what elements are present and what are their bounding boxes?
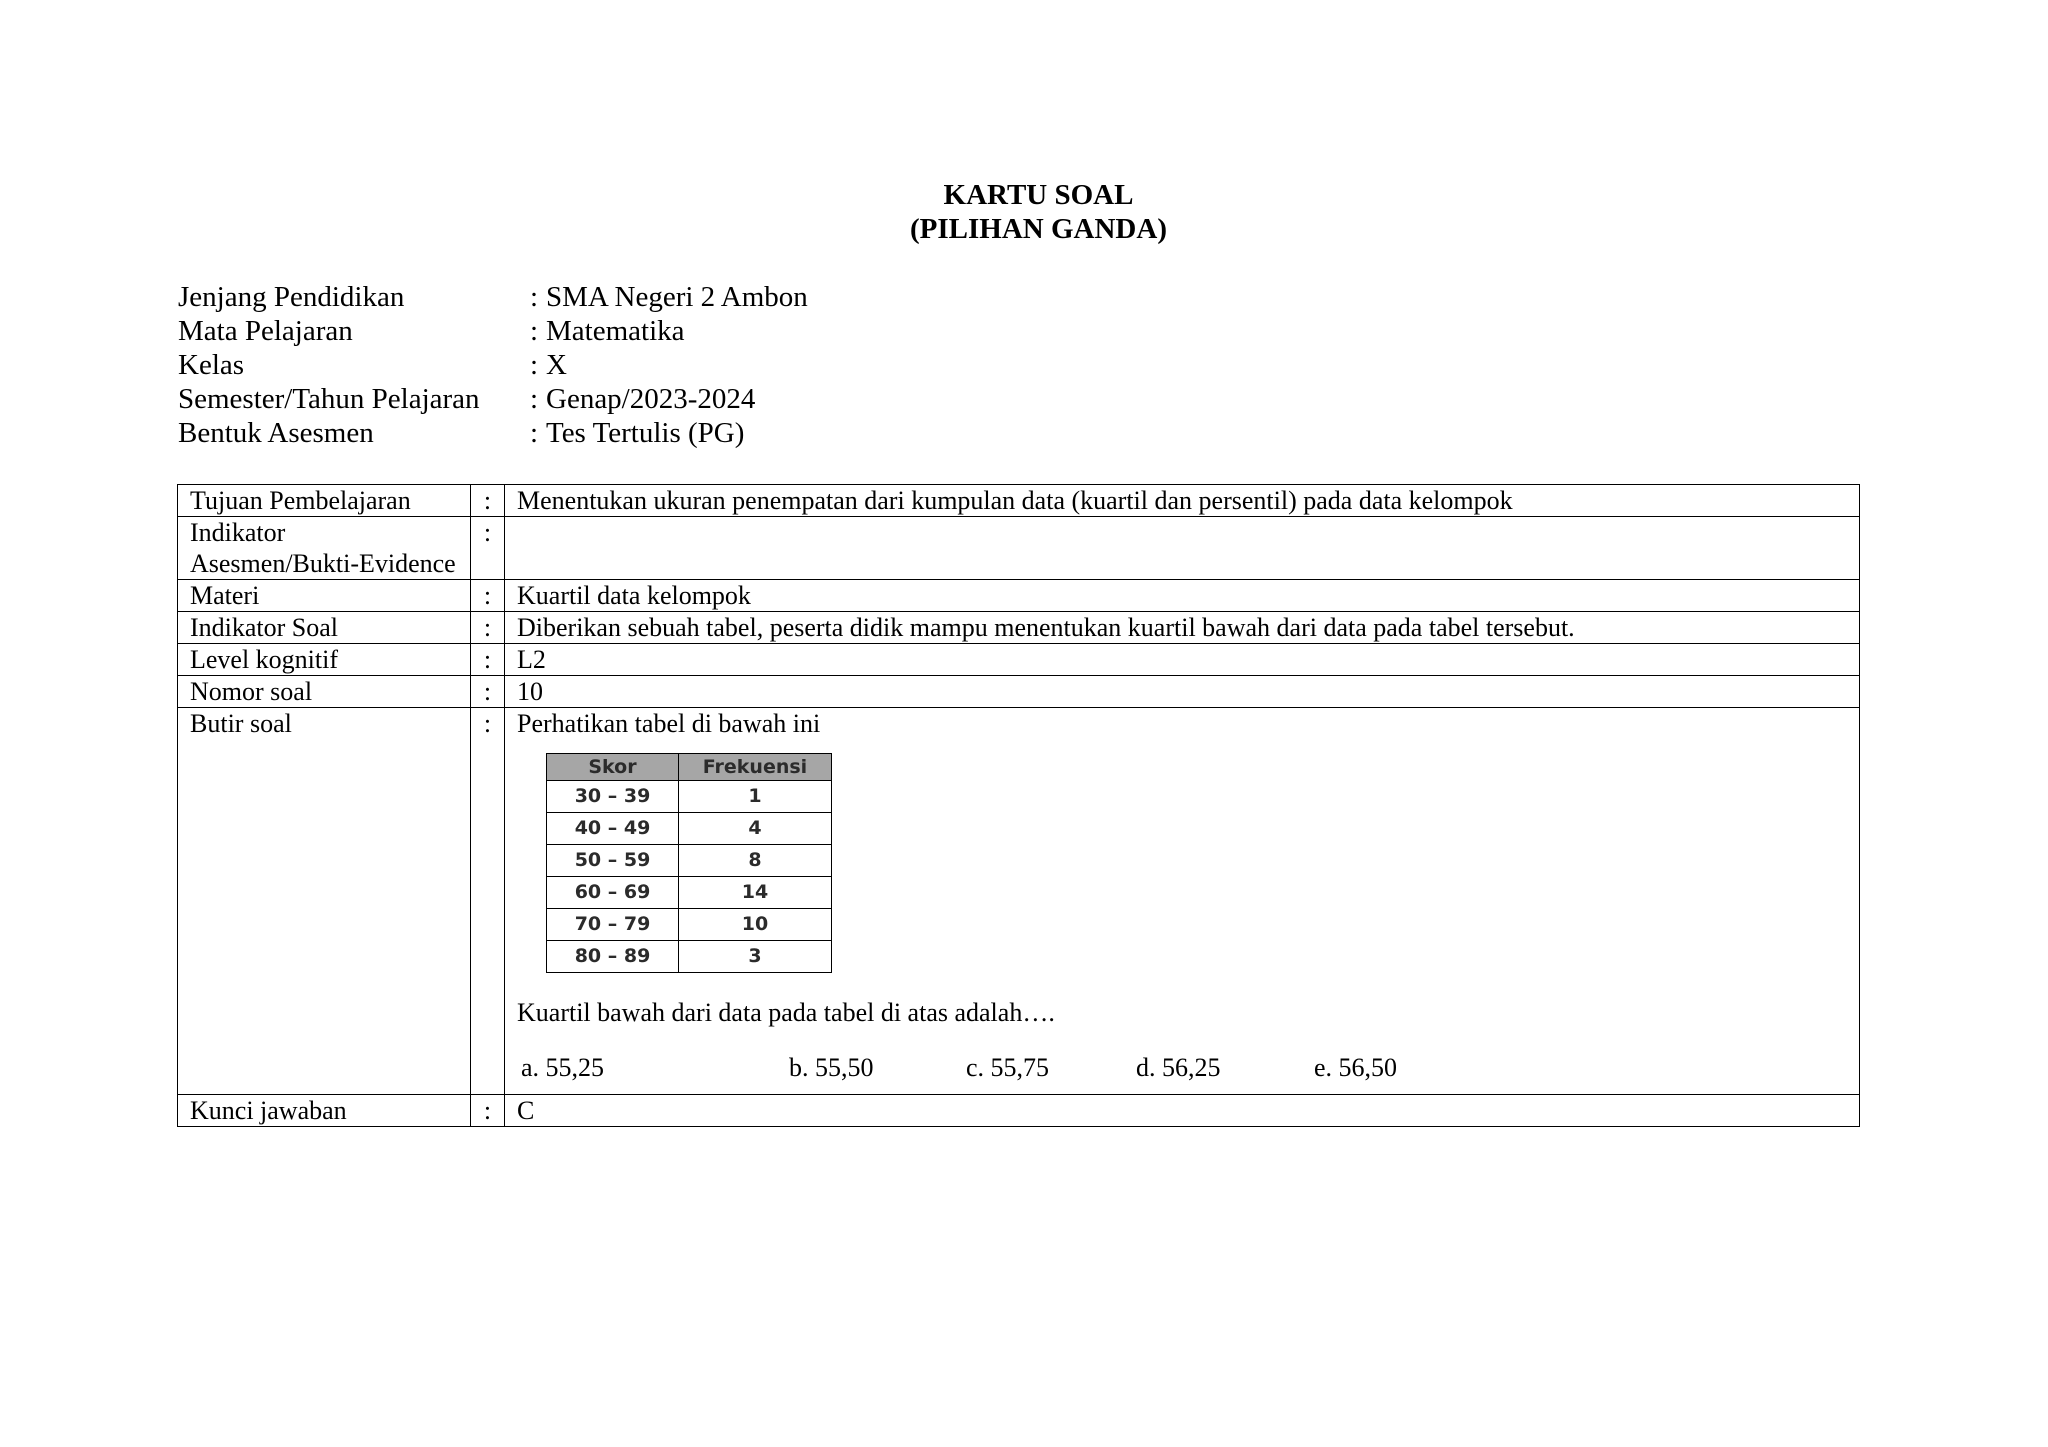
row-level xyxy=(178,644,1860,676)
meta-label: Bentuk Asesmen xyxy=(178,417,374,449)
label-indikator-soal: Indikator Soal xyxy=(178,612,471,644)
meta-row-jenjang xyxy=(178,280,808,314)
meta-row-kelas xyxy=(178,348,808,382)
value-nomor: 10 xyxy=(505,676,1860,708)
row-kunci xyxy=(178,1095,1860,1127)
page-subtitle: (PILIHAN GANDA) xyxy=(910,213,1167,245)
colon: : xyxy=(471,708,505,1095)
meta-colon: : xyxy=(530,383,539,415)
frequency-table xyxy=(546,753,832,973)
question-intro: Perhatikan tabel di bawah ini xyxy=(517,709,821,738)
table-row xyxy=(547,813,832,845)
value-indikator-soal: Diberikan sebuah tabel, peserta didik mampu menentukan kuartil bawah dari data pada tabel tersebut. xyxy=(505,612,1860,644)
header-frekuensi: Frekuensi xyxy=(679,754,832,781)
row-indikator-soal xyxy=(178,612,1860,644)
meta-info xyxy=(178,280,808,450)
frequency-header-row xyxy=(547,754,832,781)
colon: : xyxy=(471,517,505,580)
label-nomor: Nomor soal xyxy=(178,676,471,708)
cell-skor: 70 – 79 xyxy=(547,909,679,941)
row-indikator-asesmen xyxy=(178,517,1860,580)
colon: : xyxy=(471,485,505,517)
meta-colon: : xyxy=(530,315,539,347)
table-row xyxy=(547,909,832,941)
label-level: Level kognitif xyxy=(178,644,471,676)
label-tujuan: Tujuan Pembelajaran xyxy=(178,485,471,517)
label-line: Indikator xyxy=(190,518,286,547)
cell-frekuensi: 1 xyxy=(679,781,832,813)
colon: : xyxy=(471,612,505,644)
meta-label: Jenjang Pendidikan xyxy=(178,281,405,313)
colon: : xyxy=(471,580,505,612)
value-kunci: C xyxy=(505,1095,1860,1127)
cell-frekuensi: 10 xyxy=(679,909,832,941)
meta-row-bentuk xyxy=(178,416,808,450)
meta-value: Matematika xyxy=(546,315,685,347)
colon: : xyxy=(471,676,505,708)
question-text: Kuartil bawah dari data pada tabel di atas adalah…. xyxy=(517,998,1055,1027)
option-b: b. 55,50 xyxy=(789,1053,874,1082)
option-c: c. 55,75 xyxy=(966,1053,1050,1082)
cell-skor: 40 – 49 xyxy=(547,813,679,845)
cell-frekuensi: 8 xyxy=(679,845,832,877)
page-title: KARTU SOAL xyxy=(943,179,1134,211)
meta-value: SMA Negeri 2 Ambon xyxy=(546,281,808,313)
label-butir: Butir soal xyxy=(178,708,471,1095)
meta-value: Genap/2023-2024 xyxy=(546,383,756,415)
value-level: L2 xyxy=(505,644,1860,676)
meta-label: Kelas xyxy=(178,349,245,381)
option-a: a. 55,25 xyxy=(521,1053,605,1082)
row-nomor xyxy=(178,676,1860,708)
value-indikator-asesmen xyxy=(505,517,1860,580)
meta-row-mapel xyxy=(178,314,808,348)
colon: : xyxy=(471,644,505,676)
row-tujuan xyxy=(178,485,1860,517)
value-butir xyxy=(505,708,1860,1095)
table-row xyxy=(547,877,832,909)
option-d: d. 56,25 xyxy=(1136,1053,1221,1082)
meta-colon: : xyxy=(530,281,539,313)
row-butir xyxy=(178,708,1860,1095)
row-materi xyxy=(178,580,1860,612)
meta-value: X xyxy=(546,349,567,381)
cell-frekuensi: 3 xyxy=(679,941,832,973)
table-row xyxy=(547,941,832,973)
cell-frekuensi: 4 xyxy=(679,813,832,845)
meta-label: Semester/Tahun Pelajaran xyxy=(178,383,480,415)
meta-label: Mata Pelajaran xyxy=(178,315,353,347)
cell-skor: 60 – 69 xyxy=(547,877,679,909)
table-row xyxy=(547,845,832,877)
label-kunci: Kunci jawaban xyxy=(178,1095,471,1127)
value-tujuan: Menentukan ukuran penempatan dari kumpulan data (kuartil dan persentil) pada data kelompok xyxy=(505,485,1860,517)
header-skor: Skor xyxy=(547,754,679,781)
table-row xyxy=(547,781,832,813)
value-materi: Kuartil data kelompok xyxy=(505,580,1860,612)
cell-frekuensi: 14 xyxy=(679,877,832,909)
cell-skor: 50 – 59 xyxy=(547,845,679,877)
meta-row-semester xyxy=(178,382,808,416)
meta-colon: : xyxy=(530,417,539,449)
label-indikator-asesmen xyxy=(178,517,471,580)
answer-options xyxy=(517,1034,1859,1094)
meta-value: Tes Tertulis (PG) xyxy=(546,417,745,449)
question-card-table xyxy=(177,484,1860,1127)
cell-skor: 30 – 39 xyxy=(547,781,679,813)
cell-skor: 80 – 89 xyxy=(547,941,679,973)
colon: : xyxy=(471,1095,505,1127)
label-materi: Materi xyxy=(178,580,471,612)
meta-colon: : xyxy=(530,349,539,381)
option-e: e. 56,50 xyxy=(1314,1053,1398,1082)
label-line: Asesmen/Bukti-Evidence xyxy=(190,549,456,578)
